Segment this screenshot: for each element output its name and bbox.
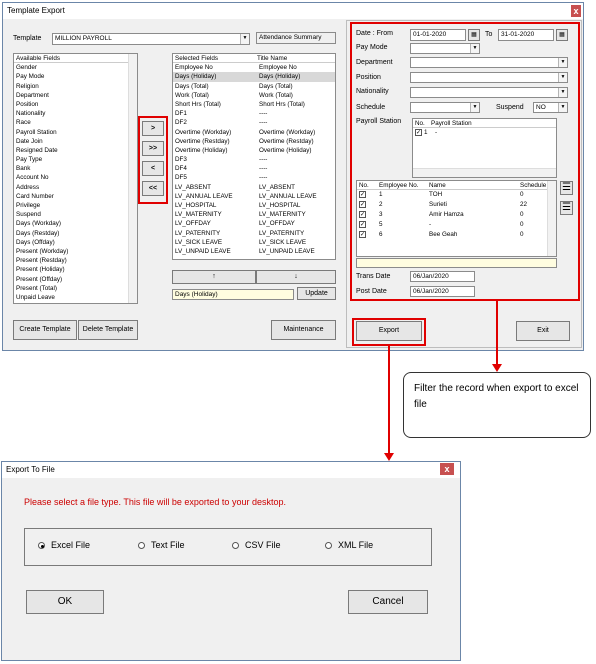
list-item[interactable]: Race bbox=[16, 119, 31, 127]
template-select-value: MILLION PAYROLL bbox=[55, 35, 112, 42]
move-down-button[interactable]: ↓ bbox=[256, 270, 336, 284]
list-item[interactable]: Date Join bbox=[16, 137, 43, 145]
list-item[interactable]: Present (Total) bbox=[16, 284, 57, 292]
trans-date-label: Trans Date bbox=[356, 273, 391, 280]
ps-no: 1 bbox=[424, 129, 428, 137]
column-header[interactable]: Schedule bbox=[520, 182, 547, 189]
employee-name: Amir Hamza bbox=[429, 211, 464, 219]
selected-field-title: LV_PATERNITY bbox=[259, 229, 305, 237]
employee-schedule: 0 bbox=[520, 211, 524, 219]
file-type-option[interactable] bbox=[138, 540, 185, 550]
pay-mode-label: Pay Mode bbox=[356, 44, 388, 51]
suspend-value: NO bbox=[536, 104, 546, 111]
selected-field-name: Overtime (Restday) bbox=[175, 137, 230, 145]
template-label: Template bbox=[13, 35, 42, 42]
list-item[interactable]: Address bbox=[16, 183, 40, 191]
date-from-input[interactable]: 01-01-2020 bbox=[410, 29, 466, 41]
nationality-label: Nationality bbox=[356, 88, 389, 95]
list-item[interactable]: Account No bbox=[16, 174, 49, 182]
ps-col-no: No. bbox=[415, 120, 425, 127]
maintenance-button[interactable]: Maintenance bbox=[271, 320, 336, 340]
selected-field-name: LV_ANNUAL LEAVE bbox=[175, 192, 233, 200]
radio-button[interactable] bbox=[232, 542, 239, 549]
list-item[interactable]: Days (Restday) bbox=[16, 229, 60, 237]
selected-field-title: LV_SICK LEAVE bbox=[259, 238, 307, 246]
cancel-button[interactable]: Cancel bbox=[348, 590, 428, 614]
list-item[interactable]: Pay Mode bbox=[16, 73, 45, 81]
file-type-label: XML File bbox=[338, 540, 374, 550]
checkbox[interactable]: ✓ bbox=[416, 130, 422, 137]
date-to-input[interactable]: 31-01-2020 bbox=[498, 29, 554, 41]
selected-field-title: ---- bbox=[259, 156, 268, 164]
file-type-label: CSV File bbox=[245, 540, 281, 550]
position-label: Position bbox=[356, 74, 381, 81]
calendar-icon[interactable]: ▦ bbox=[468, 29, 480, 41]
employee-schedule: 0 bbox=[520, 221, 524, 229]
employee-no: 2 bbox=[379, 201, 383, 209]
selected-field-title: LV_HOSPITAL bbox=[259, 202, 301, 209]
selected-field-title: ---- bbox=[259, 174, 268, 182]
selected-field-name: LV_MATERNITY bbox=[175, 211, 222, 219]
selected-field-name: DF2 bbox=[175, 119, 187, 127]
file-type-option[interactable] bbox=[38, 540, 90, 550]
dialog-close-icon[interactable]: x bbox=[440, 463, 454, 475]
employee-no: 1 bbox=[379, 191, 383, 199]
checkbox[interactable]: ✓ bbox=[360, 222, 366, 229]
department-label: Department bbox=[356, 59, 393, 66]
chevron-down-icon[interactable]: ▼ bbox=[240, 34, 249, 44]
list-item[interactable]: Department bbox=[16, 91, 49, 99]
employee-schedule: 0 bbox=[520, 231, 524, 239]
selected-field-title: ---- bbox=[259, 110, 268, 118]
column-header[interactable]: Employee No. bbox=[379, 182, 419, 189]
selected-field-name: Days (Holiday) bbox=[175, 73, 217, 81]
list-item[interactable]: Privilege bbox=[16, 202, 41, 209]
selected-field-title: Overtime (Restday) bbox=[259, 137, 314, 145]
chevron-down-icon[interactable]: ▼ bbox=[558, 88, 567, 97]
selected-field-name: LV_UNPAID LEAVE bbox=[175, 247, 231, 255]
selected-field-name: Overtime (Workday) bbox=[175, 128, 232, 136]
employee-no: 6 bbox=[379, 231, 383, 239]
list-item[interactable]: Payroll Station bbox=[16, 128, 57, 136]
employee-schedule: 0 bbox=[520, 191, 524, 199]
selected-field-name: LV_PATERNITY bbox=[175, 229, 221, 237]
ps-col-station: Payroll Station bbox=[431, 120, 472, 127]
selected-field-title: Short Hrs (Total) bbox=[259, 100, 305, 108]
suspend-label: Suspend bbox=[496, 104, 524, 111]
list-item[interactable]: Gender bbox=[16, 64, 38, 72]
column-header[interactable]: No. bbox=[359, 182, 369, 189]
employee-no: 3 bbox=[379, 211, 383, 219]
list-item[interactable]: Pay Type bbox=[16, 156, 43, 164]
selected-fields-header: Selected Fields bbox=[175, 55, 219, 62]
file-type-option[interactable] bbox=[232, 540, 281, 550]
date-from-label: Date : From bbox=[356, 30, 393, 37]
radio-button[interactable] bbox=[138, 542, 145, 549]
checkbox[interactable]: ✓ bbox=[360, 192, 366, 199]
dialog-title: Export To File bbox=[6, 465, 55, 474]
selected-field-title: LV_OFFDAY bbox=[259, 220, 295, 228]
selected-field-name: Employee No bbox=[175, 64, 213, 72]
list-item[interactable]: Nationality bbox=[16, 110, 46, 118]
selected-field-title: LV_UNPAID LEAVE bbox=[259, 247, 315, 255]
chevron-down-icon[interactable]: ▼ bbox=[470, 103, 479, 112]
list-item[interactable]: Bank bbox=[16, 165, 31, 173]
attendance-summary-text: Attendance Summary bbox=[259, 34, 322, 41]
selected-field-name: LV_OFFDAY bbox=[175, 220, 211, 228]
employee-name: - bbox=[429, 221, 432, 229]
move-up-button[interactable]: ↑ bbox=[172, 270, 256, 284]
selected-field-title: LV_ANNUAL LEAVE bbox=[259, 192, 317, 200]
selected-field-title: Overtime (Workday) bbox=[259, 128, 316, 136]
window-title: Template Export bbox=[7, 6, 65, 15]
selected-field-name: DF4 bbox=[175, 165, 187, 173]
column-header[interactable]: Name bbox=[429, 182, 446, 189]
title-name-header: Title Name bbox=[257, 55, 288, 62]
exit-button[interactable]: Exit bbox=[516, 321, 570, 341]
list-item[interactable]: Present (Offday) bbox=[16, 275, 63, 283]
employee-name: Bee Geah bbox=[429, 231, 458, 239]
list-item[interactable]: Days (Offday) bbox=[16, 238, 55, 246]
file-type-label: Excel File bbox=[51, 540, 91, 550]
ok-button[interactable]: OK bbox=[26, 590, 104, 614]
remove-button[interactable]: < bbox=[142, 161, 164, 176]
export-button[interactable]: Export bbox=[356, 321, 422, 341]
selected-field-name: Days (Total) bbox=[175, 82, 209, 90]
list-item[interactable]: Days (Workday) bbox=[16, 220, 62, 228]
selected-field-title: Days (Total) bbox=[259, 82, 293, 90]
employee-schedule: 22 bbox=[520, 201, 528, 209]
selected-field-title: Days (Holiday) bbox=[259, 73, 301, 81]
selected-field-name: DF1 bbox=[175, 110, 187, 118]
selected-field-title: LV_MATERNITY bbox=[259, 211, 306, 219]
chevron-down-icon[interactable]: ▼ bbox=[470, 44, 479, 53]
selected-field-title: ---- bbox=[259, 165, 268, 173]
ps-station: - bbox=[435, 129, 438, 137]
selected-field-title: Overtime (Holiday) bbox=[259, 146, 312, 154]
close-icon[interactable]: x bbox=[571, 5, 581, 17]
list-item[interactable]: Present (Restday) bbox=[16, 257, 67, 265]
chevron-down-icon[interactable]: ▼ bbox=[558, 103, 567, 112]
update-button[interactable]: Update bbox=[297, 287, 336, 300]
checkbox[interactable]: ✓ bbox=[360, 212, 366, 219]
list-menu-icon[interactable]: ☰ bbox=[560, 201, 573, 215]
checkbox[interactable]: ✓ bbox=[360, 202, 366, 209]
available-fields-header: Available Fields bbox=[14, 54, 137, 63]
selected-field-name: LV_SICK LEAVE bbox=[175, 238, 223, 246]
delete-template-button[interactable]: Delete Template bbox=[78, 320, 138, 340]
selected-field-title: Work (Total) bbox=[259, 91, 293, 99]
employee-no: 5 bbox=[379, 221, 383, 229]
add-button[interactable]: > bbox=[142, 121, 164, 136]
list-item[interactable]: Position bbox=[16, 100, 39, 108]
radio-button[interactable] bbox=[325, 542, 332, 549]
selected-field-name: LV_HOSPITAL bbox=[175, 202, 217, 209]
callout-text: Filter the record when export to excel file bbox=[414, 383, 579, 410]
selected-field-name: LV_ABSENT bbox=[175, 183, 211, 191]
list-item[interactable]: Present (Holiday) bbox=[16, 266, 65, 274]
selected-field-name: Work (Total) bbox=[175, 91, 209, 99]
payroll-station-label: Payroll Station bbox=[356, 118, 402, 125]
trans-date-input[interactable]: 06/Jan/2020 bbox=[410, 271, 475, 282]
field-edit-input[interactable]: Days (Holiday) bbox=[172, 289, 294, 300]
remove-all-button[interactable]: << bbox=[142, 181, 164, 196]
checkbox[interactable]: ✓ bbox=[360, 232, 366, 239]
export-message: Please select a file type. This file will be exported to your desktop. bbox=[24, 497, 286, 507]
create-template-button[interactable]: Create Template bbox=[13, 320, 77, 340]
to-label: To bbox=[485, 31, 493, 38]
schedule-label: Schedule bbox=[356, 104, 386, 111]
post-date-label: Post Date bbox=[356, 288, 387, 295]
selected-field-name: Overtime (Holiday) bbox=[175, 146, 228, 154]
chevron-down-icon[interactable]: ▼ bbox=[558, 58, 567, 67]
selected-field-name: DF5 bbox=[175, 174, 187, 182]
list-item[interactable]: Religion bbox=[16, 82, 39, 90]
list-menu-icon[interactable]: ☰ bbox=[560, 181, 573, 195]
chevron-down-icon[interactable]: ▼ bbox=[558, 73, 567, 82]
add-all-button[interactable]: >> bbox=[142, 141, 164, 156]
post-date-input[interactable]: 06/Jan/2020 bbox=[410, 286, 475, 297]
selected-field-name: DF3 bbox=[175, 156, 187, 164]
selected-field-title: LV_ABSENT bbox=[259, 183, 295, 191]
calendar-icon[interactable]: ▦ bbox=[556, 29, 568, 41]
selected-field-name: Short Hrs (Total) bbox=[175, 100, 221, 108]
list-item[interactable]: Card Number bbox=[16, 192, 54, 200]
selected-field-title: ---- bbox=[259, 119, 268, 127]
list-item[interactable]: Resigned Date bbox=[16, 146, 58, 154]
file-type-label: Text File bbox=[151, 540, 185, 550]
employee-name: Surieti bbox=[429, 201, 447, 209]
list-item[interactable]: Unpaid Leave bbox=[16, 293, 55, 301]
employee-name: TOH bbox=[429, 191, 443, 199]
list-item[interactable]: Present (Workday) bbox=[16, 247, 69, 255]
file-type-option[interactable] bbox=[325, 540, 373, 550]
dialog-titlebar bbox=[2, 462, 460, 478]
selected-field-title: Employee No bbox=[259, 64, 297, 72]
list-item[interactable]: Suspend bbox=[16, 211, 41, 219]
callout-box bbox=[403, 372, 591, 438]
radio-button[interactable] bbox=[38, 542, 45, 549]
